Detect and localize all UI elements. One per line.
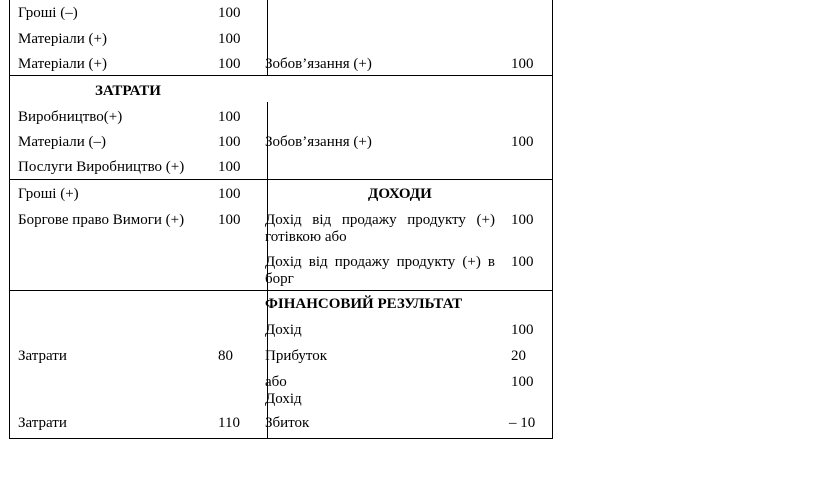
entry-label: Виробництво(+)	[18, 109, 123, 125]
entry-label: Затрати	[18, 415, 67, 431]
entry-label: Матеріали (+)	[18, 31, 107, 47]
entry-label: Зобов’язання (+)	[265, 56, 372, 72]
entry-value: 100	[511, 322, 534, 338]
entry-label: Гроші (–)	[18, 5, 78, 21]
entry-value: 100	[218, 134, 241, 150]
entry-value: 100	[218, 5, 241, 21]
entry-value: 100	[218, 186, 241, 202]
entry-value: 100	[511, 212, 534, 228]
entry-value: 100	[218, 31, 241, 47]
entry-value: 20	[511, 348, 526, 364]
entry-label: Гроші (+)	[18, 186, 79, 202]
entry-label: Дохід від продажу продукту (+) готівкою або	[265, 212, 495, 245]
entry-value: 80	[218, 348, 233, 364]
entry-value: 100	[511, 254, 534, 270]
section-heading: ФІНАНСОВИЙ РЕЗУЛЬТАТ	[265, 296, 463, 312]
entry-value: 100	[218, 159, 241, 175]
entry-label: Дохід	[265, 322, 302, 338]
entry-value: 100	[511, 56, 534, 72]
entry-value: 100	[511, 374, 534, 390]
entry-label: або Дохід	[265, 374, 302, 407]
section-heading: ДОХОДИ	[368, 186, 432, 202]
entry-label: Прибуток	[265, 348, 328, 364]
entry-value: 100	[218, 109, 241, 125]
entry-label: Боргове право Вимоги (+)	[18, 212, 185, 228]
entry-value: 100	[511, 134, 534, 150]
entry-value: 110	[218, 415, 240, 431]
row-divider	[10, 179, 552, 180]
entry-label: Зобов’язання (+)	[265, 134, 372, 150]
entry-label: Збиток	[265, 415, 310, 431]
entry-label: Матеріали (+)	[18, 56, 107, 72]
entry-label: Послуги Виробництво (+)	[18, 159, 185, 175]
entry-label: Затрати	[18, 348, 67, 364]
section-heading: ЗАТРАТИ	[95, 83, 161, 99]
entry-label: Матеріали (–)	[18, 134, 107, 150]
entry-value: 100	[218, 56, 241, 72]
row-divider	[10, 75, 552, 76]
row-divider	[10, 290, 552, 291]
entry-value: – 10	[509, 415, 536, 431]
entry-label: Дохід від продажу продукту (+) в борг	[265, 254, 495, 287]
entry-value: 100	[218, 212, 241, 228]
